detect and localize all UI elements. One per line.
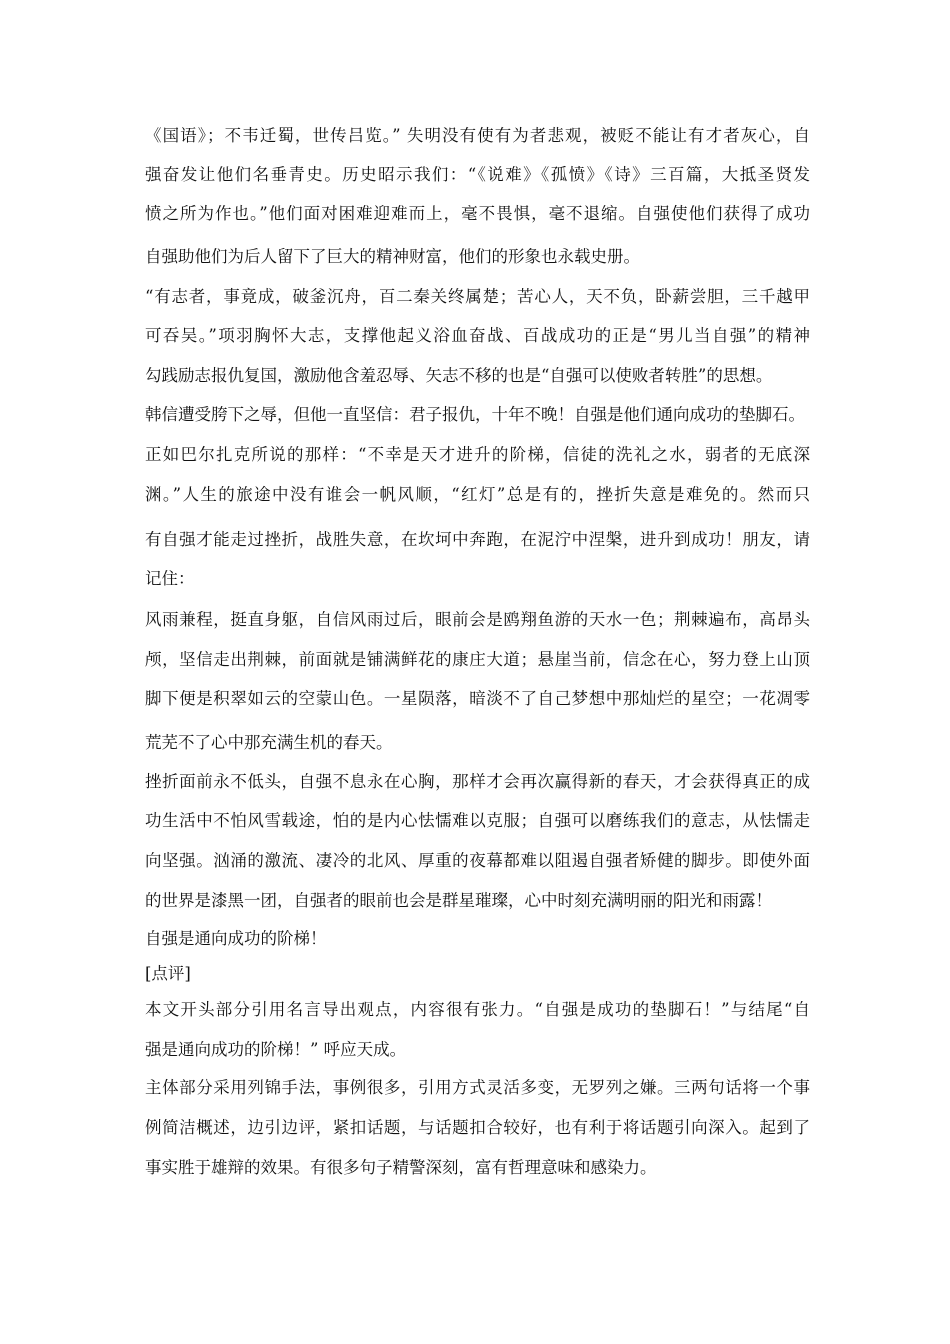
text-line: 荒芜不了心中那充满生机的春天。 <box>145 733 393 752</box>
text-line: 的世界是漆黑一团，自强者的眼前也会是群星璀璨，心中时刻充满明丽的阳光和雨露！ <box>145 891 772 910</box>
text-line: 愤之所为作也。”他们面对困难迎难而上，毫不畏惧，毫不退缩。自强使他们获得了成功 <box>145 204 810 223</box>
text-line: 勾践励志报仇复国，激励他含羞忍辱、矢志不移的也是“自强可以使败者转胜”的思想。 <box>145 366 773 385</box>
text-line: 事实胜于雄辩的效果。有很多句子精警深刻，富有哲理意味和感染力。 <box>145 1158 657 1177</box>
text-line: 脚下便是积翠如云的空蒙山色。一星陨落，暗淡不了自己梦想中那灿烂的星空；一花凋零 <box>145 689 810 708</box>
text-line: 正如巴尔扎克所说的那样：“不幸是天才进升的阶梯，信徒的洗礼之水，弱者的无底深 <box>145 445 810 464</box>
text-line: 主体部分采用列锦手法，事例很多，引用方式灵活多变，无罗列之嫌。三两句话将一个事 <box>145 1078 810 1097</box>
text-line: 《国语》；不韦迁蜀，世传吕览。” 失明没有使有为者悲观，被贬不能让有才者灰心，自 <box>145 126 810 145</box>
text-line: 颅，坚信走出荆棘，前面就是铺满鲜花的康庄大道；悬崖当前，信念在心，努力登上山顶 <box>145 650 810 669</box>
text-line: 强奋发让他们名垂青史。历史昭示我们：“《说难》《孤愤》《诗》三百篇，大抵圣贤发 <box>145 165 810 184</box>
text-line: 可吞吴。”项羽胸怀大志，支撑他起义浴血奋战、百战成功的正是“男儿当自强”的精神 <box>145 326 810 345</box>
text-line: 韩信遭受胯下之辱，但他一直坚信：君子报仇，十年不晚！自强是他们通向成功的垫脚石。 <box>145 405 805 424</box>
text-line: 功生活中不怕风雪载途，怕的是内心怯懦难以克服；自强可以磨练我们的意志，从怯懦走 <box>145 811 810 830</box>
text-line: 自强助他们为后人留下了巨大的精神财富，他们的形象也永载史册。 <box>145 247 640 266</box>
text-line: 例简洁概述，边引边评，紧扣话题，与话题扣合较好，也有利于将话题引向深入。起到了 <box>145 1118 810 1137</box>
text-line: 向坚强。汹涌的激流、凄冷的北风、厚重的夜幕都难以阻遏自强者矫健的脚步。即使外面 <box>145 851 810 870</box>
text-line: 挫折面前永不低头，自强不息永在心胸，那样才会再次赢得新的春天，才会获得真正的成 <box>145 772 810 791</box>
text-line: 渊。”人生的旅途中没有谁会一帆风顺，“红灯”总是有的，挫折失意是难免的。然而只 <box>145 485 810 504</box>
text-line: “有志者，事竟成，破釜沉舟，百二秦关终属楚；苦心人，天不负，卧薪尝胆，三千越甲 <box>145 287 810 306</box>
text-line: 自强是通向成功的阶梯！ <box>145 929 327 948</box>
text-line: 强是通向成功的阶梯！” 呼应天成。 <box>145 1040 407 1059</box>
text-line: 有自强才能走过挫折，战胜失意，在坎坷中奔跑，在泥泞中涅槃，进升到成功！朋友，请 <box>145 530 810 549</box>
text-line: 记住： <box>145 569 195 588</box>
section-heading: [点评] <box>145 964 191 983</box>
text-line: 风雨兼程，挺直身躯，自信风雨过后，眼前会是鸥翔鱼游的天水一色；荆棘遍布，高昂头 <box>145 610 810 629</box>
text-line: 本文开头部分引用名言导出观点，内容很有张力。“自强是成功的垫脚石！”与结尾“自 <box>145 1000 810 1019</box>
